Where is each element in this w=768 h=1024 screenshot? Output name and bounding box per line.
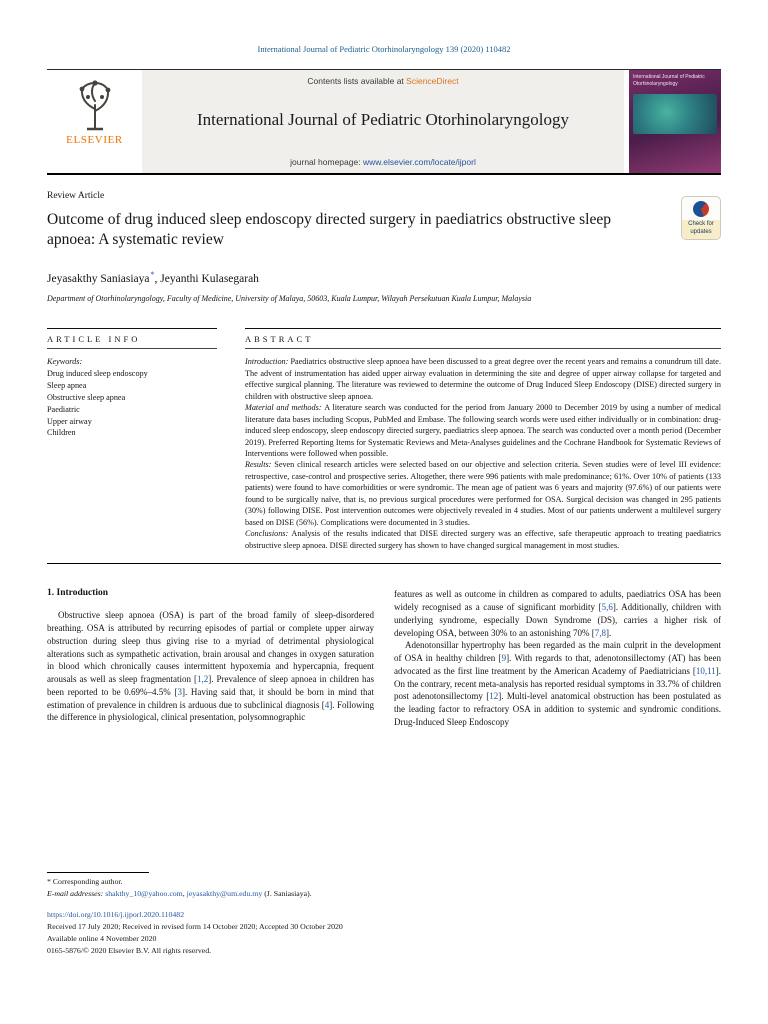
- sciencedirect-link[interactable]: ScienceDirect: [406, 76, 459, 86]
- body-paragraph: [47, 609, 374, 724]
- paragraph-label: E-mail addresses:: [47, 889, 106, 899]
- text-span: ]. With regards to that, adenotonsillectomy (AT) has been advocated as the first line treatment by the American Academy of Paediatricians [: [394, 653, 721, 676]
- doi-link[interactable]: https://doi.org/10.1016/j.ijporl.2020.110482: [47, 910, 185, 920]
- journal-citation-link[interactable]: International Journal of Pediatric Otorhinolaryngology 139 (2020) 110482: [257, 44, 511, 54]
- body-paragraph: [394, 588, 721, 639]
- received-dates: Received 17 July 2020; Received in revised form 14 October 2020; Accepted 30 October 2020: [47, 922, 343, 932]
- citation-link[interactable]: 10,11: [695, 665, 716, 676]
- homepage-prefix: journal homepage:: [290, 157, 363, 167]
- keywords-list: [47, 368, 217, 439]
- text-span: ]. Multi-level anatomical obstruction has been postulated as the leading factor to refractory OSA in addition to systemic and syndromic conditions. Drug-Induced Sleep Endoscopy: [394, 691, 722, 727]
- journal-title: International Journal of Pediatric Otorhinolaryngology: [196, 109, 570, 129]
- article-info-heading: ARTICLE INFO: [47, 329, 217, 349]
- abstract-paragraph-conclusions: [245, 528, 721, 551]
- author-2: Jeyanthi Kulasegarah: [160, 273, 259, 286]
- journal-masthead: [47, 69, 721, 175]
- paragraph-label: Introduction:: [245, 357, 291, 367]
- elsevier-wordmark: ELSEVIER: [66, 134, 123, 146]
- footnote-rule: [47, 872, 149, 873]
- text-span: ]. Following the difference in physiological, clinical presentation, polysomnographic: [47, 699, 374, 723]
- citation-link[interactable]: 5,6: [601, 602, 613, 613]
- homepage-line: [142, 153, 624, 173]
- keyword-item: Obstructive sleep apnea: [47, 392, 126, 402]
- email-addresses-line: [47, 888, 721, 900]
- check-for-updates-badge[interactable]: [681, 196, 721, 240]
- contents-line: [307, 76, 458, 86]
- abstract-column: [245, 328, 721, 551]
- text-span: Obstructive sleep apnoea (OSA) is part of the broad family of sleep-disordered breathing. OSA is attributed by recurring episodes of partial or complete upper airway obstruction during sleep thus giving rise to a myriad of detrimental physiological alterations such as sympathetic activation, brain arousal and changes in oxygen saturation in blood which chronically causes intermittent hypoxemia and hypercapnia, frequent arousals as well as sleep fragmentation [: [47, 610, 374, 685]
- citation-link[interactable]: 7,8: [594, 627, 606, 638]
- citation-link[interactable]: 9: [501, 653, 507, 664]
- check-badge-label: [682, 220, 720, 239]
- text-span: Paediatrics obstructive sleep apnoea have been discussed to a great degree over the recent years and remains a conundrum till date. The advent of instrumentation has aided upper airway evaluation in determining the site and degree of upper airway collapse for targeted and effective surgical planning. The literature was reviewed to determine the outcome of Drug Induced Sleep Endoscopy (DISE) directed surgery in children with obstructive sleep apnoea.: [245, 357, 721, 401]
- affiliation: Department of Otorhinolaryngology, Faculty of Medicine, University of Malaya, 50603, Kuala Lumpur, Wilayah Persekutuan Kuala Lumpur, Malaysia: [47, 294, 532, 304]
- citation-link[interactable]: 1,2: [197, 674, 209, 685]
- elsevier-tree-icon: [69, 75, 121, 133]
- text-span: ]. On the contrary, recent meta-analysis has reported residual symptoms in 33.7% of children post adenotonsillectomy [: [394, 665, 721, 702]
- abstract-paragraph-results: [245, 459, 721, 528]
- citation-link[interactable]: shakthy_10@yahoo.com: [105, 889, 183, 899]
- body-column-right: [394, 588, 721, 728]
- citation-link[interactable]: jeyasakthy@um.edu.my: [186, 889, 263, 899]
- text-span: (J. Saniasiaya).: [262, 889, 312, 899]
- paragraph-label: Material and methods:: [245, 403, 325, 413]
- text-span: ]. Prevalence of sleep apnoea in children has been reported to be 0.69%–4.5% [: [47, 674, 375, 697]
- masthead-center: [142, 70, 624, 173]
- citation-link[interactable]: 4: [324, 699, 330, 710]
- text-span: Analysis of the results indicated that DISE directed surgery was an effective, safe therapeutic approach to treating paediatrics obstructive sleep apnoea. DISE directed surgery has shown to have changed surgical management in most studies.: [245, 529, 721, 550]
- citation-link[interactable]: 12: [489, 691, 499, 702]
- abstract-paragraph-methods: [245, 402, 721, 459]
- paragraph-label: Conclusions:: [245, 529, 292, 539]
- author-1: Jeyasakthy Saniasiaya: [47, 273, 150, 286]
- text-span: A literature search was conducted for the period from January 2000 to December 2019 by using a number of medical literature data bases including Scopus, PubMed and Embase. The following search words were used either individually or in combination: drug-induced sleep endoscopy, sleep endoscopy directed surgery, paediatrics sleep apnoea. The search was conducted over a month period (December 2019). Preferred Reporting Items for Systematic Reviews and Meta-Analyses guidelines and the Cochrane Handbook for Systematic Reviews of Interventions were followed when possible.: [245, 403, 721, 458]
- journal-homepage-link[interactable]: www.elsevier.com/locate/ijporl: [362, 157, 476, 167]
- keyword-item: Children: [47, 428, 76, 438]
- text-span: ,: [182, 889, 187, 899]
- body-paragraph: [394, 639, 721, 728]
- cover-art-image: [633, 94, 717, 134]
- issn-copyright: 0165-5876/© 2020 Elsevier B.V. All rights reserved.: [47, 946, 212, 956]
- article-info-column: [47, 328, 217, 551]
- paragraph-label: Results:: [245, 460, 275, 470]
- article-title: Outcome of drug induced sleep endoscopy directed surgery in paediatrics obstructive sleep apnoea: A systematic review: [47, 211, 611, 249]
- keyword-item: Paediatric: [47, 404, 80, 414]
- crossmark-icon: [693, 201, 709, 217]
- text-span: ]. Additionally, children with underlying syndrome, especially Down Syndrome (DS), carries a higher risk of developing OSA, between 30% to an astonishing 70% [: [394, 602, 721, 638]
- body-column-left: [47, 588, 374, 728]
- journal-cover-thumbnail: [629, 70, 721, 173]
- introduction-heading: 1. Introduction: [47, 588, 109, 599]
- footnote-area: [47, 872, 721, 957]
- text-span: ]. Having said that, it should be born in mind that estimation of prevalence in children is arduous due to subclinical diagnosis [: [47, 686, 374, 710]
- keywords-label: Keywords:: [47, 357, 83, 367]
- keyword-item: Drug induced sleep endoscopy: [47, 369, 148, 378]
- abstract-paragraph-introduction: [245, 356, 721, 402]
- info-abstract-section: [47, 328, 721, 564]
- cover-caption: International Journal of Pediatric Otorhinolaryngology: [633, 74, 705, 87]
- contents-prefix: Contents lists available at: [307, 76, 407, 86]
- corresponding-author-marker[interactable]: *: [150, 270, 155, 280]
- body-text: [47, 588, 721, 728]
- keyword-item: Upper airway: [47, 416, 92, 426]
- text-span: features as well as outcome in children as compared to adults, paediatrics OSA has been widely recognised as a cause of significant morbidity [: [394, 589, 721, 613]
- text-span: Seven clinical research articles were selected based on our objective and selection criteria. Seven studies were of level III evidence: retrospective, case-control and prospective series. Altogether, there were 996 patients with male predominance; 61%. Over 10% of patients (133 patients) were found to have comorbidities or were syndromic. The mean age of patient was 6 years and majority (97.6%) of our patients were found to be surgically naïve, that is, no previous surgical procedures were performed for OSA. Surgical decision was changed in 295 patients (30%) following DISE. Post intervention outcomes were objectively revealed in 4 studies. Most of our patients underwent a multilevel surgery based on DISE (56%). Complications were documented in 3 studies.: [245, 460, 721, 527]
- corresponding-author-note: * Corresponding author.: [47, 877, 123, 886]
- article-type: Review Article: [47, 191, 105, 201]
- keyword-item: Sleep apnea: [47, 380, 87, 390]
- citation-link[interactable]: 3: [177, 686, 182, 697]
- elsevier-logo: [47, 70, 142, 173]
- text-span: Adenotonsillar hypertrophy has been regarded as the main culprit in the development of OSA in healthy children [: [394, 640, 721, 664]
- check-badge-line2: updates: [690, 228, 712, 235]
- text-span: ].: [605, 627, 612, 638]
- authors-line: [47, 270, 721, 285]
- check-badge-line1: Check for: [688, 221, 714, 227]
- publication-history: [47, 909, 721, 957]
- available-online: Available online 4 November 2020: [47, 934, 157, 944]
- author-separator: ,: [154, 273, 161, 286]
- abstract-heading: ABSTRACT: [245, 329, 721, 349]
